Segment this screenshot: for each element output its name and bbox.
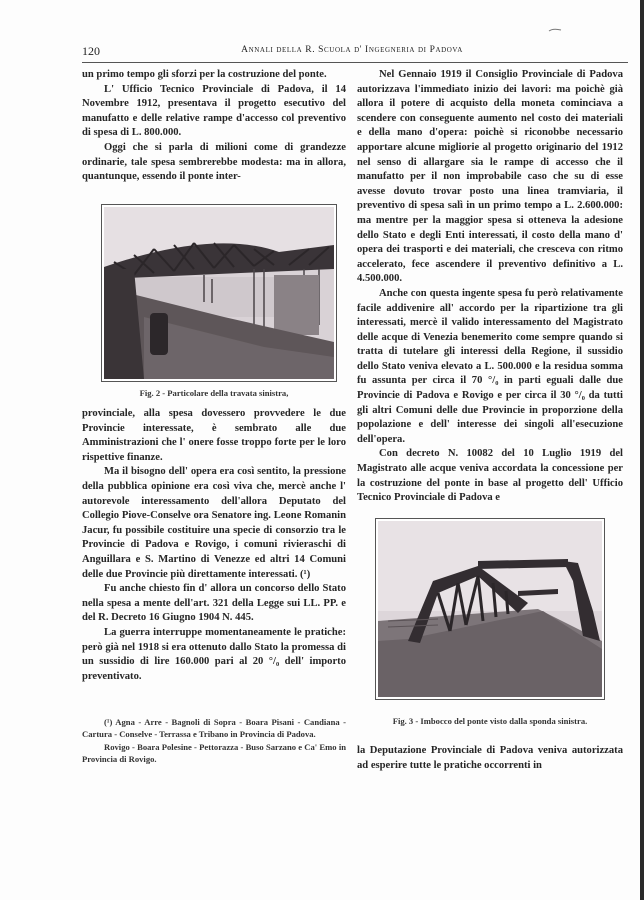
- paragraph: Ma il bisogno dell' opera era così sentito, la pressione della pubblica opinione era così viva che, mercè anche l' autorevole interessamento dell'allora Deputato del Collegio Piove-Conselve ora Senatore ing. Leone Romanin Jacur, fu possibile costituire una specie di consorzio tra le Provincie di Padova e Rovigo, i comuni rivieraschi di Anguillara e S. Martino di Venezze ed altri 14 Comuni delle due Provincie più direttamente interessati. (¹): [82, 466, 346, 580]
- paragraph: un primo tempo gli sforzi per la costruzione del ponte.: [82, 69, 327, 80]
- ink-mark: [548, 28, 562, 32]
- figure-3-photo: [375, 518, 605, 700]
- page-number: 120: [82, 44, 100, 58]
- running-title: Annali della R. Scuola d' Ingegneria di Padova: [241, 45, 463, 55]
- paragraph: Anche con questa ingente spesa fu però relativamente facile addivenire all' accordo per la ripartizione tra gli interessati, mercè il valido interessamento del Magistrato delle acque di Venezia benemerito come sempre quando si tratta di tutelare gli interessi della Regione, il sussidio dello Stato veniva elevato a L. 500.000 e la residua somma fu assunta per circa il 70 °/₀ in parti eguali dalle due Provincie di Padova e Rovigo e per circa il 30 °/₀ da tutti gli altri Comuni delle due Provincie in proporzione della popolazione e dell' interesse dei singoli all'esecuzione dell'opera.: [357, 287, 623, 445]
- header-rule: [82, 62, 628, 63]
- running-header: [82, 44, 622, 60]
- right-column-bottom: [357, 744, 623, 773]
- left-column-top: [82, 68, 346, 185]
- footnote: (¹) Agna - Arre - Bagnoli di Sopra - Boara Pisani - Candiana - Cartura - Conselve - Terrassa e Tribano in Provincia di Padova.: [82, 717, 346, 740]
- paragraph: la Deputazione Provinciale di Padova veniva autorizzata ad esperire tutte le pratiche occorrenti in: [357, 745, 623, 771]
- right-column-top: [357, 68, 623, 506]
- page-edge-shadow: [640, 0, 644, 900]
- paragraph: La guerra interruppe momentaneamente le pratiche: però già nel 1918 si era ottenuto dallo Stato la promessa di un sussidio di lire 160.000 pari al 20 °/₀ dell' importo preventivato.: [82, 626, 346, 682]
- paragraph: Oggi che si parla di milioni come di grandezze ordinarie, tale spesa sembrerebbe modesta: ma in allora, quantunque, essendo il ponte inter-: [82, 141, 346, 183]
- figure-2-photo: [101, 204, 337, 382]
- figure-2-caption: Fig. 2 - Particolare della travata sinistra,: [139, 388, 289, 398]
- paragraph: Nel Gennaio 1919 il Consiglio Provinciale di Padova autorizzava l'immediato inizio dei lavori: ma poichè già allora il potere di acquisto della moneta cominciava a scendere con conseguente aumento nel costo dei materiali e della mano d'opera: poichè si riconobbe necessario apportare alcune migliorie al progetto originario del 1912 nel senso di allargare sia le rampe di accesso che il manufatto per il non improbabile caso che su di esse avesse dovuto trovar posto una linea tramviaria, il preventivo di spesa salì in un primo tempo a L. 2.600.000: ma mentre per la maggior spesa si otteneva la adesione dello Stato e degli Enti interessati, il costo della mano d' opera dei trasporti e dei materiali, che cresceva con ritmo accelerato, fece ascendere il preventivo definitivo a L. 4.500.000.: [357, 69, 623, 285]
- figure-3-caption: Fig. 3 - Imbocco del ponte visto dalla sponda sinistra.: [392, 716, 588, 726]
- footnotes: [82, 716, 346, 766]
- bridge-truss-photo: [104, 207, 334, 379]
- paragraph: Con decreto N. 10082 del 10 Luglio 1919 del Magistrato alle acque veniva accordata la concessione per la costruzione del ponte in base al progetto dell' Ufficio Tecnico Provinciale di Padova e: [357, 448, 623, 504]
- bridge-entrance-photo: [378, 521, 602, 697]
- paragraph: L' Ufficio Tecnico Provinciale di Padova, il 14 Novembre 1912, presentava il progetto esecutivo del manufatto e delle relative rampe d'accesso col preventivo di spesa di L. 800.000.: [82, 83, 346, 139]
- paragraph: Fu anche chiesto fin d' allora un concorso dello Stato nella spesa a mente dell'art. 321 della Legge sui LL. PP. e del R. Decreto 16 Giugno 1904 N. 445.: [82, 583, 346, 624]
- footnote: Rovigo - Boara Polesine - Pettorazza - Buso Sarzano e Ca' Emo in Provincia di Rovigo.: [82, 741, 346, 765]
- left-column-bottom: [82, 407, 346, 684]
- paragraph: provinciale, alla spesa dovessero provvedere le due Provincie interessate, è sembrato alle due Amministrazioni che l' onere fosse troppo forte per le loro rispettive finanze.: [82, 408, 346, 463]
